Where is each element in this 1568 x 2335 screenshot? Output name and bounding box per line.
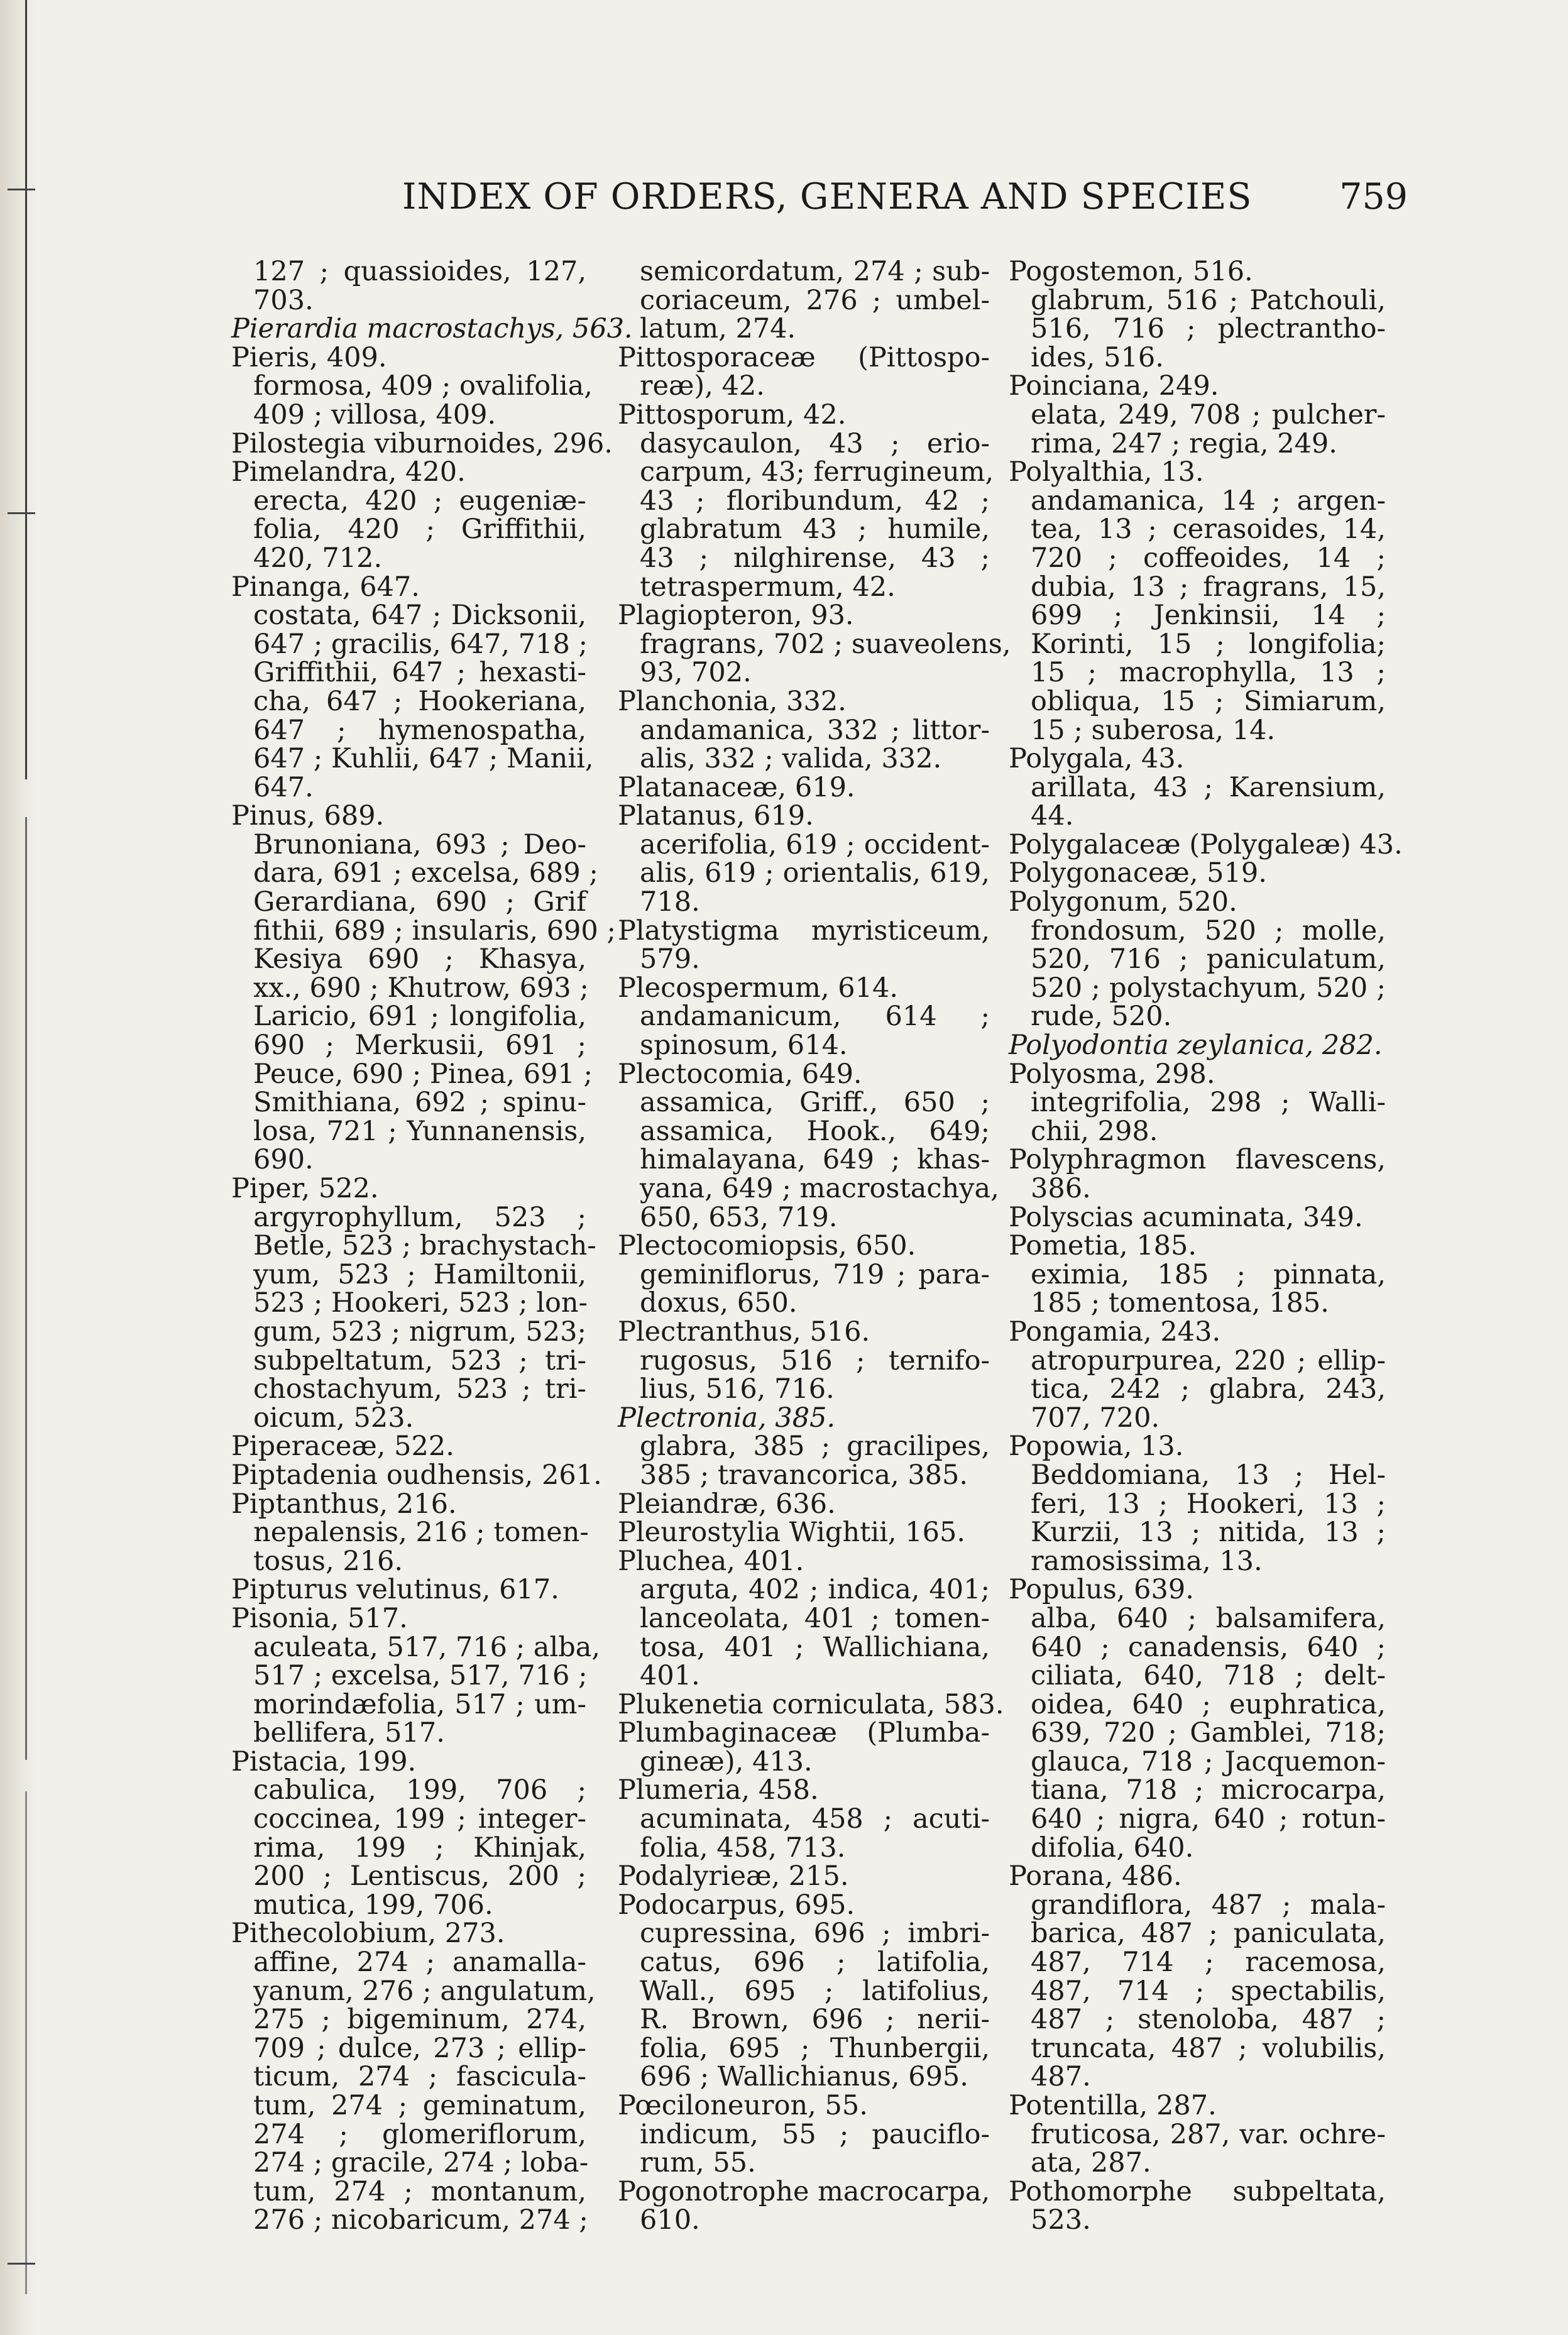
index-entry: Pilostegia viburnoides, 296. <box>231 427 613 459</box>
index-subentry: indicum, 55 ; pauciflo- <box>640 2118 990 2150</box>
index-subentry: chostachyum, 523 ; tri- <box>253 1373 586 1405</box>
index-subentry: 274 ; gracile, 274 ; loba- <box>253 2147 589 2179</box>
index-subentry: tiana, 718 ; microcarpa, <box>1031 1774 1386 1806</box>
index-subentry: 127 ; quassioides, 127, <box>253 256 586 287</box>
index-subentry: spinosum, 614. <box>640 1030 848 1062</box>
index-subentry: rum, 55. <box>640 2147 756 2179</box>
index-subentry: losa, 721 ; Yunnanensis, <box>253 1115 586 1147</box>
index-entry: Pothomorphe subpeltata, <box>1009 2175 1386 2207</box>
index-subentry: eximia, 185 ; pinnata, <box>1031 1258 1386 1290</box>
index-subentry: Betle, 523 ; brachystach- <box>253 1230 596 1262</box>
index-subentry: 386. <box>1031 1173 1091 1204</box>
index-subentry: 647 ; gracilis, 647, 718 ; <box>253 628 588 660</box>
index-subentry: carpum, 43; ferrugineum, <box>640 456 994 488</box>
index-entry: Pittosporum, 42. <box>618 398 847 431</box>
index-subentry: tosus, 216. <box>253 1545 403 1577</box>
index-subentry: coccinea, 199 ; integer- <box>253 1803 586 1835</box>
index-subentry: glabra, 385 ; gracilipes, <box>640 1431 990 1463</box>
index-subentry: tosa, 401 ; Wallichiana, <box>640 1631 990 1663</box>
binding-mark <box>8 189 35 190</box>
index-subentry: lius, 516, 716. <box>640 1373 835 1405</box>
index-subentry: yanum, 276 ; angulatum, <box>253 1975 596 2007</box>
index-subentry: 15 ; macrophylla, 13 ; <box>1031 657 1386 689</box>
index-entry: Pleurostylia Wightii, 165. <box>618 1517 965 1549</box>
index-subentry: folia, 695 ; Thunbergii, <box>640 2032 990 2064</box>
index-subentry: Laricio, 691 ; longifolia, <box>253 1001 586 1033</box>
index-column-2 <box>618 256 1011 2236</box>
index-subentry: 696 ; Wallichianus, 695. <box>640 2061 968 2093</box>
index-subentry: ides, 516. <box>1031 341 1164 373</box>
index-subentry: Peuce, 690 ; Pinea, 691 ; <box>253 1058 593 1090</box>
index-subentry: latum, 274. <box>640 313 796 345</box>
index-subentry: coriaceum, 276 ; umbel- <box>640 284 990 316</box>
index-subentry: acerifolia, 619 ; occident- <box>640 828 990 860</box>
index-subentry: doxus, 650. <box>640 1287 798 1319</box>
index-entry: Pistacia, 199. <box>231 1745 417 1777</box>
index-subentry: 487. <box>1031 2061 1091 2093</box>
index-subentry: gum, 523 ; nigrum, 523; <box>253 1316 586 1348</box>
index-subentry: dara, 691 ; excelsa, 689 ; <box>253 857 598 889</box>
page-number: 759 <box>1339 176 1408 217</box>
index-subentry: rima, 199 ; Khinjak, <box>253 1832 586 1864</box>
index-subentry: 517 ; excelsa, 517, 716 ; <box>253 1660 588 1692</box>
index-subentry: Wall., 695 ; latifolius, <box>640 1975 990 2007</box>
index-subentry: ciliata, 640, 718 ; delt- <box>1031 1660 1386 1692</box>
binding-mark <box>8 2263 35 2265</box>
index-subentry: ticum, 274 ; fascicula- <box>253 2061 586 2093</box>
index-entry: Plectronia, 385. <box>618 1402 836 1434</box>
index-subentry: semicordatum, 274 ; sub- <box>640 256 990 287</box>
index-entry: Platanus, 619. <box>618 800 814 832</box>
index-subentry: frondosum, 520 ; molle, <box>1031 915 1386 947</box>
index-subentry: 520 ; polystachyum, 520 ; <box>1031 972 1386 1004</box>
index-entry: Podocarpus, 695. <box>618 1889 855 1921</box>
index-entry: Polygala, 43. <box>1009 743 1185 775</box>
index-subentry: 200 ; Lentiscus, 200 ; <box>253 1860 586 1893</box>
index-subentry: 640 ; canadensis, 640 ; <box>1031 1631 1386 1663</box>
index-subentry: tum, 274 ; geminatum, <box>253 2090 586 2121</box>
index-subentry: difolia, 640. <box>1031 1832 1194 1864</box>
binding-mark <box>8 512 35 514</box>
index-entry: Pithecolobium, 273. <box>231 1918 505 1950</box>
index-subentry: atropurpurea, 220 ; ellip- <box>1031 1344 1386 1376</box>
index-entry: Pierardia macrostachys, 563. <box>231 313 633 345</box>
index-subentry: Smithiana, 692 ; spinu- <box>253 1087 586 1119</box>
index-entry: Plectocomiopsis, 650. <box>618 1230 916 1262</box>
index-entry: Platystigma myristiceum, <box>618 915 990 947</box>
index-subentry: oidea, 640 ; euphratica, <box>1031 1688 1386 1720</box>
index-subentry: cha, 647 ; Hookeriana, <box>253 685 586 717</box>
index-subentry: nepalensis, 216 ; tomen- <box>253 1517 589 1549</box>
index-subentry: 709 ; dulce, 273 ; ellip- <box>253 2032 586 2064</box>
index-subentry: barica, 487 ; paniculata, <box>1031 1918 1386 1950</box>
index-subentry: 93, 702. <box>640 657 752 689</box>
index-entry: Podalyrieæ, 215. <box>618 1860 849 1893</box>
index-subentry: 579. <box>640 943 700 975</box>
index-subentry: 690 ; Merkusii, 691 ; <box>253 1030 586 1062</box>
index-subentry: folia, 458, 713. <box>640 1832 846 1864</box>
index-entry: Pinus, 689. <box>231 800 385 832</box>
index-subentry: Gerardiana, 690 ; Grif <box>253 886 586 918</box>
index-subentry: 610. <box>640 2204 700 2236</box>
index-entry: Piptadenia oudhensis, 261. <box>231 1459 602 1491</box>
index-subentry: tum, 274 ; montanum, <box>253 2175 586 2207</box>
index-subentry: 275 ; bigeminum, 274, <box>253 2004 586 2036</box>
index-entry: Pisonia, 517. <box>231 1602 408 1634</box>
index-subentry: R. Brown, 696 ; nerii- <box>640 2004 990 2036</box>
index-subentry: morindæfolia, 517 ; um- <box>253 1688 586 1720</box>
index-subentry: 520, 716 ; paniculatum, <box>1031 943 1386 975</box>
index-subentry: andamanica, 14 ; argen- <box>1031 485 1386 517</box>
index-entry: Poinciana, 249. <box>1009 370 1219 402</box>
index-subentry: obliqua, 15 ; Simiarum, <box>1031 685 1386 717</box>
index-subentry: catus, 696 ; latifolia, <box>640 1947 990 1979</box>
index-subentry: 647 ; hymenospatha, <box>253 714 586 746</box>
index-subentry: andamanica, 332 ; littor- <box>640 714 990 746</box>
index-entry: Popowia, 13. <box>1009 1431 1184 1463</box>
index-entry: Polygonum, 520. <box>1009 886 1237 918</box>
index-subentry: 15 ; suberosa, 14. <box>1031 714 1276 746</box>
index-subentry: gineæ), 413. <box>640 1745 813 1777</box>
index-subentry: fragrans, 702 ; suaveolens, <box>640 628 1011 660</box>
index-entry: Pogostemon, 516. <box>1009 256 1253 287</box>
index-subentry: folia, 420 ; Griffithii, <box>253 514 586 546</box>
index-subentry: erecta, 420 ; eugeniæ- <box>253 485 586 517</box>
index-subentry: arguta, 402 ; indica, 401; <box>640 1574 990 1606</box>
index-subentry: 647 ; Kuhlii, 647 ; Manii, <box>253 743 594 775</box>
index-entry: Polyodontia zeylanica, 282. <box>1009 1030 1383 1062</box>
index-subentry: Brunoniana, 693 ; Deo- <box>253 828 586 860</box>
index-subentry: yana, 649 ; macrostachya, <box>640 1173 999 1204</box>
index-entry: Plumbaginaceæ (Plumba- <box>618 1717 990 1749</box>
index-subentry: affine, 274 ; anamalla- <box>253 1947 586 1979</box>
index-subentry: cabulica, 199, 706 ; <box>253 1774 586 1806</box>
index-subentry: 707, 720. <box>1031 1402 1160 1434</box>
index-subentry: 420, 712. <box>253 542 383 574</box>
index-subentry: 274 ; glomeriflorum, <box>253 2118 586 2150</box>
index-subentry: 650, 653, 719. <box>640 1201 838 1233</box>
index-subentry: tea, 13 ; cerasoides, 14, <box>1031 514 1386 546</box>
binding-edge-line <box>25 1791 27 2294</box>
index-entry: Plagiopteron, 93. <box>618 600 854 632</box>
index-entry: Plukenetia corniculata, 583. <box>618 1688 1004 1720</box>
index-subentry: fithii, 689 ; insularis, 690 ; <box>253 915 616 947</box>
binding-gutter <box>0 0 39 2335</box>
index-entry: Polygalaceæ (Polygaleæ) 43. <box>1009 828 1403 860</box>
index-subentry: 720 ; coffeoides, 14 ; <box>1031 542 1386 574</box>
index-subentry: 718. <box>640 886 700 918</box>
index-entry: Pimelandra, 420. <box>231 456 466 488</box>
index-entry: Piptanthus, 216. <box>231 1488 457 1520</box>
index-subentry: glabrum, 516 ; Patchouli, <box>1031 284 1386 316</box>
index-entry: Pœciloneuron, 55. <box>618 2090 868 2121</box>
index-subentry: 276 ; nicobaricum, 274 ; <box>253 2204 588 2236</box>
index-entry: Pinanga, 647. <box>231 571 420 603</box>
index-entry: Porana, 486. <box>1009 1860 1182 1893</box>
binding-edge-line <box>25 817 27 1760</box>
index-entry: Polyalthia, 13. <box>1009 456 1204 488</box>
index-entry: Piper, 522. <box>231 1173 379 1204</box>
index-subentry: Kurzii, 13 ; nitida, 13 ; <box>1031 1517 1386 1549</box>
index-subentry: rugosus, 516 ; ternifo- <box>640 1344 990 1376</box>
index-subentry: himalayana, 649 ; khas- <box>640 1144 990 1176</box>
index-subentry: lanceolata, 401 ; tomen- <box>640 1602 990 1634</box>
binding-edge-line <box>25 0 27 779</box>
index-subentry: andamanicum, 614 ; <box>640 1001 990 1033</box>
index-entry: Polyscias acuminata, 349. <box>1009 1201 1363 1233</box>
index-entry: Pometia, 185. <box>1009 1230 1197 1262</box>
index-entry: Platanaceæ, 619. <box>618 771 855 803</box>
running-header-title: INDEX OF ORDERS, GENERA AND SPECIES <box>402 176 1253 217</box>
index-subentry: oicum, 523. <box>253 1402 414 1434</box>
index-subentry: formosa, 409 ; ovalifolia, <box>253 370 593 402</box>
index-subentry: aculeata, 517, 716 ; alba, <box>253 1631 601 1663</box>
index-subentry: ata, 287. <box>1031 2147 1151 2179</box>
index-entry: Piperaceæ, 522. <box>231 1431 454 1463</box>
index-subentry: costata, 647 ; Dicksonii, <box>253 600 586 632</box>
index-subentry: alba, 640 ; balsamifera, <box>1031 1602 1386 1634</box>
index-subentry: Beddomiana, 13 ; Hel- <box>1031 1459 1386 1491</box>
index-subentry: fruticosa, 287, var. ochre- <box>1031 2118 1386 2150</box>
index-entry: Pogonotrophe macrocarpa, <box>618 2175 990 2207</box>
index-entry: Pleiandræ, 636. <box>618 1488 836 1520</box>
index-entry: Pongamia, 243. <box>1009 1316 1221 1348</box>
index-subentry: 43 ; nilghirense, 43 ; <box>640 542 990 574</box>
index-subentry: 523. <box>1031 2204 1091 2236</box>
index-subentry: assamica, Griff., 650 ; <box>640 1087 990 1119</box>
index-subentry: 385 ; travancorica, 385. <box>640 1459 968 1491</box>
index-entry: Pluchea, 401. <box>618 1545 804 1577</box>
index-subentry: rude, 520. <box>1031 1001 1172 1033</box>
index-subentry: 703. <box>253 284 314 316</box>
index-subentry: yum, 523 ; Hamiltonii, <box>253 1258 586 1290</box>
index-subentry: 640 ; nigra, 640 ; rotun- <box>1031 1803 1386 1835</box>
index-entry: Plumeria, 458. <box>618 1774 819 1806</box>
index-subentry: cupressina, 696 ; imbri- <box>640 1918 990 1950</box>
index-subentry: 647. <box>253 771 314 803</box>
index-subentry: chii, 298. <box>1031 1115 1158 1147</box>
index-subentry: arillata, 43 ; Karensium, <box>1031 771 1386 803</box>
index-subentry: integrifolia, 298 ; Walli- <box>1031 1087 1386 1119</box>
index-subentry: 487 ; stenoloba, 487 ; <box>1031 2004 1386 2036</box>
index-subentry: dasycaulon, 43 ; erio- <box>640 427 990 459</box>
index-subentry: 44. <box>1031 800 1074 832</box>
index-subentry: glauca, 718 ; Jacquemon- <box>1031 1745 1386 1777</box>
index-entry: Polyphragmon flavescens, <box>1009 1144 1386 1176</box>
index-subentry: 523 ; Hookeri, 523 ; lon- <box>253 1287 588 1319</box>
index-subentry: geminiflorus, 719 ; para- <box>640 1258 990 1290</box>
index-entry: Polyosma, 298. <box>1009 1058 1215 1090</box>
index-subentry: grandiflora, 487 ; mala- <box>1031 1889 1386 1921</box>
index-subentry: Kesiya 690 ; Khasya, <box>253 943 586 975</box>
index-subentry: assamica, Hook., 649; <box>640 1115 990 1147</box>
index-subentry: 699 ; Jenkinsii, 14 ; <box>1031 600 1386 632</box>
index-subentry: 487, 714 ; spectabilis, <box>1031 1975 1386 2007</box>
index-subentry: Korinti, 15 ; longifolia; <box>1031 628 1386 660</box>
index-subentry: ramosissima, 13. <box>1031 1545 1263 1577</box>
index-entry: Pittosporaceæ (Pittospo- <box>618 341 990 373</box>
index-subentry: elata, 249, 708 ; pulcher- <box>1031 398 1386 431</box>
index-subentry: 185 ; tomentosa, 185. <box>1031 1287 1329 1319</box>
index-subentry: 487, 714 ; racemosa, <box>1031 1947 1386 1979</box>
index-subentry: glabratum 43 ; humile, <box>640 514 990 546</box>
index-subentry: xx., 690 ; Khutrow, 693 ; <box>253 972 589 1004</box>
index-subentry: subpeltatum, 523 ; tri- <box>253 1344 586 1376</box>
index-entry: Plectranthus, 516. <box>618 1316 870 1348</box>
index-subentry: 401. <box>640 1660 700 1692</box>
index-subentry: tetraspermum, 42. <box>640 571 896 603</box>
index-subentry: feri, 13 ; Hookeri, 13 ; <box>1031 1488 1386 1520</box>
index-subentry: reæ), 42. <box>640 370 765 402</box>
index-entry: Pieris, 409. <box>231 341 387 373</box>
index-subentry: 409 ; villosa, 409. <box>253 398 496 431</box>
index-entry: Pipturus velutinus, 617. <box>231 1574 559 1606</box>
index-entry: Populus, 639. <box>1009 1574 1194 1606</box>
index-subentry: 639, 720 ; Gamblei, 718; <box>1031 1717 1386 1749</box>
index-subentry: 43 ; floribundum, 42 ; <box>640 485 990 517</box>
index-subentry: tica, 242 ; glabra, 243, <box>1031 1373 1386 1405</box>
index-subentry: 516, 716 ; plectrantho- <box>1031 313 1386 345</box>
index-subentry: acuminata, 458 ; acuti- <box>640 1803 990 1835</box>
index-subentry: alis, 332 ; valida, 332. <box>640 743 942 775</box>
index-entry: Plecospermum, 614. <box>618 972 899 1004</box>
index-entry: Potentilla, 287. <box>1009 2090 1217 2121</box>
index-subentry: 690. <box>253 1144 314 1176</box>
index-subentry: mutica, 199, 706. <box>253 1889 493 1921</box>
index-subentry: truncata, 487 ; volubilis, <box>1031 2032 1386 2064</box>
index-subentry: bellifera, 517. <box>253 1717 445 1749</box>
index-subentry: argyrophyllum, 523 ; <box>253 1201 586 1233</box>
index-subentry: alis, 619 ; orientalis, 619, <box>640 857 990 889</box>
index-column-1 <box>231 256 633 2236</box>
index-entry: Plectocomia, 649. <box>618 1058 862 1090</box>
index-entry: Polygonaceæ, 519. <box>1009 857 1267 889</box>
index-column-3 <box>1009 256 1403 2236</box>
index-subentry: dubia, 13 ; fragrans, 15, <box>1031 571 1386 603</box>
index-subentry: Griffithii, 647 ; hexasti- <box>253 657 586 689</box>
index-subentry: rima, 247 ; regia, 249. <box>1031 427 1337 459</box>
index-entry: Planchonia, 332. <box>618 685 847 717</box>
